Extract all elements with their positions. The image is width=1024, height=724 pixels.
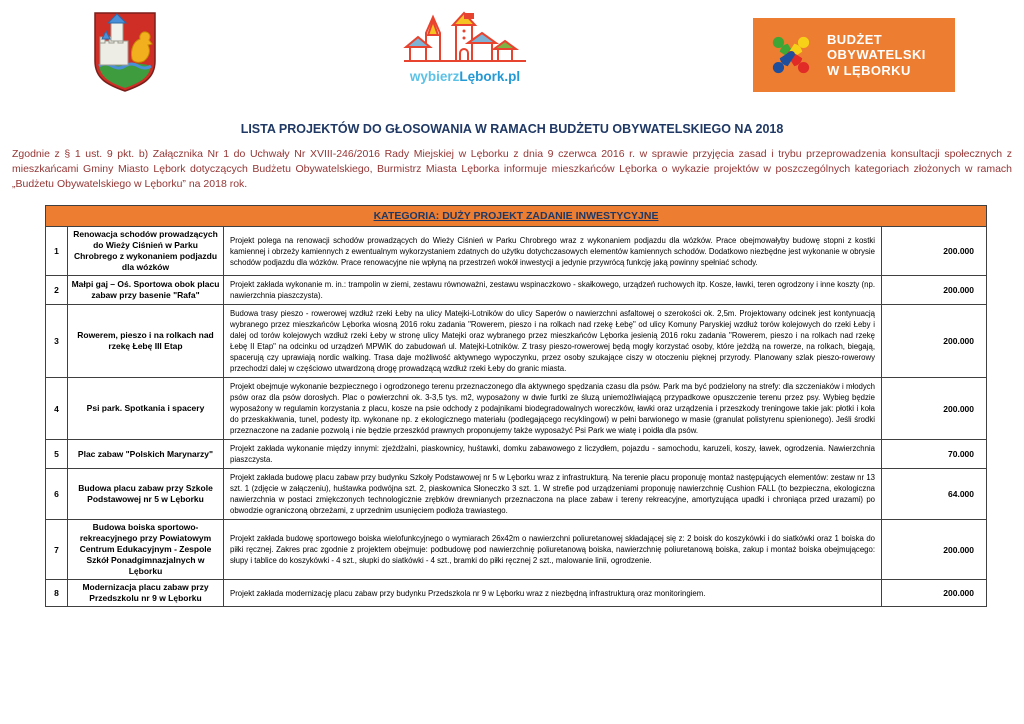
table-row (46, 227, 987, 276)
project-number: 7 (46, 520, 68, 580)
project-description: Projekt zakłada modernizację placu zabaw przy budynku Przedszkola nr 9 w Lęborku wraz z niezbędną infrastrukturą oraz monitoringiem. (224, 580, 882, 607)
budget-logo-line: OBYWATELSKI (827, 47, 926, 63)
table-row (46, 520, 987, 580)
project-name: Budowa boiska sportowo-rekreacyjnego przy Powiatowym Centrum Edukacyjnym - Zespole Szkół Ponadgimnazjalnych w Lęborku (68, 520, 224, 580)
table-row (46, 305, 987, 378)
project-amount: 70.000 (882, 440, 987, 469)
table-row (46, 440, 987, 469)
wybierz-lebork-logo (398, 5, 532, 84)
portal-text-bold: Lębork.pl (459, 69, 521, 84)
project-description: Budowa trasy pieszo - rowerowej wzdłuż rzeki Łeby na ulicy Matejki-Lotników do ulicy Saperów o nawierzchni asfaltowej o szerokości ok. 2,5m. Projektowany odcinek jest kontynuacją wybranego przez mieszkańców Lęborka wiosną 2016 roku zadania "Rowerem, pieszo i na rolkach nad rzekę Łebę" od ulicy Komuny Paryskiej wzdłuż torów kolejowych do rzeki Łeby i dalej od torów kolejowych wzdłuż rzeki Łeby w stronę ulicy Matejki oraz wybranego przez mieszkańców Lęborka jesienią 2016 roku zadania "Rowerem, pieszo i na rolkach nad rzekę Łebę II Etap" na odcinku od urządzeń MPWiK do zabudowań ul. Matejki-Lotników. Z trasy pieszo-rowerowej będą mogły korzystać osoby, które jeżdżą na rowerze, na rolkach, biegają, spacerują czy uprawiają nordic walking. Trasa daje możliwość aktywnego wypoczynku, przez osoby szukające ciszy w otoczeniu pięknej przyrody. Planowany szlak pieszo-rowerowy przechodzi dalej w częściowo utwardzoną drogę prowadzącą wzdłuż rzeki Łeby do granic miasta. (224, 305, 882, 378)
project-amount: 200.000 (882, 520, 987, 580)
category-header: KATEGORIA: DUŻY PROJEKT ZADANIE INWESTYCYJNE (46, 206, 987, 227)
budzet-obywatelski-logo (753, 18, 955, 92)
project-amount: 200.000 (882, 580, 987, 607)
project-amount: 64.000 (882, 469, 987, 520)
budget-logo-line: BUDŻET (827, 31, 883, 47)
project-amount: 200.000 (882, 378, 987, 440)
page-title: LISTA PROJEKTÓW DO GŁOSOWANIA W RAMACH BUDŻETU OBYWATELSKIEGO NA 2018 (240, 122, 784, 136)
project-number: 4 (46, 378, 68, 440)
project-description: Projekt zakłada wykonanie między innymi: zjeżdżalni, piaskownicy, huśtawki, domku zabawowego z liczydłem, pojazdu - samochodu, karuzeli, koszy, ławek, ogrodzenia. Nawierzchnia piaszczysta. (224, 440, 882, 469)
project-number: 1 (46, 227, 68, 276)
project-description: Projekt zakłada wykonanie m. in.: trampolin w ziemi, zestawu równoważni, zestawu wspinaczkowo - skałkowego, urządzeń ruchowych itp. Kosze, ławki, teren ogrodzony i inne koszty (np. nawierzchnia piaszczysta). (224, 276, 882, 305)
project-amount: 200.000 (882, 227, 987, 276)
projects-table-container (45, 205, 1024, 607)
table-row (46, 276, 987, 305)
project-name: Małpi gaj – Oś. Sportowa obok placu zabaw przy basenie "Rafa" (68, 276, 224, 305)
intro-paragraph: Zgodnie z § 1 ust. 9 pkt. b) Załącznika Nr 1 do Uchwały Nr XVIII-246/2016 Rady Miejskiej w Lęborku z dnia 9 czerwca 2016 r. w sprawie przyjęcia zasad i trybu przeprowadzenia konsultacji społecznych z mieszkańcami Gminy Miasto Lębork dotyczących Budżetu Obywatelskiego, Burmistrz Miasta Lęborka informuje mieszkańców Lęborka o wykazie projektów w poszczególnych kategoriach złożonych w ramach „Budżetu Obywatelskiego w Lęborku” na 2018 rok. (12, 148, 1012, 190)
project-number: 8 (46, 580, 68, 607)
table-row (46, 378, 987, 440)
portal-text-light: wybierz (409, 69, 460, 84)
project-amount: 200.000 (882, 305, 987, 378)
budget-logo-text (827, 32, 926, 79)
table-row (46, 469, 987, 520)
budget-logo-line: W LĘBORKU (827, 62, 911, 78)
project-amount: 200.000 (882, 276, 987, 305)
project-number: 5 (46, 440, 68, 469)
projects-table (45, 205, 987, 607)
project-number: 2 (46, 276, 68, 305)
lebork-coat-of-arms-icon (92, 11, 158, 98)
project-name: Rowerem, pieszo i na rolkach nad rzekę Łebę III Etap (68, 305, 224, 378)
project-name: Plac zabaw "Polskich Marynarzy" (68, 440, 224, 469)
project-name: Budowa placu zabaw przy Szkole Podstawowej nr 5 w Lęborku (68, 469, 224, 520)
town-illustration-icon (402, 5, 528, 67)
portal-logo-text (398, 69, 532, 84)
table-row (46, 580, 987, 607)
project-name: Psi park. Spotkania i spacery (68, 378, 224, 440)
people-pinwheel-icon (763, 27, 819, 83)
project-description: Projekt obejmuje wykonanie bezpiecznego i ogrodzonego terenu przeznaczonego dla aktywnego spędzania czasu dla psów. Park ma być podzielony na strefy: dla szczeniaków i młodych psów oraz dla psów dorosłych. Plac o powierzchni ok. 3-3,5 tys. m2, wyposażony w dwie furtki ze śluzą uniemożliwiającą przypadkowe opuszczenie terenu przez psy. Wybieg będzie wyposażony w regulamin korzystania z placu, kosze na psie odchody z podajnikami biodegradowalnych woreczków, ławki oraz urządzenia i przeszkody treningowe takie jak: płotki i koła do przeskakiwania, tunel, podesty itp. wykonane np. z ekologicznego materiału (podlegającego recyklingowi) w pełni barwionego w masie (granulat polistyrenu spienionego). Jeśli środki przeznaczone na zadanie pozwolą i nie będzie przeszkód prawnych proponujemy także wyposażyć Psi Park we wiatę i poidła dla psów. (224, 378, 882, 440)
table-body (46, 206, 987, 607)
project-description: Projekt zakłada budowę sportowego boiska wielofunkcyjnego o wymiarach 26x42m o nawierzchni poliuretanowej składającej się z: 2 boisk do koszykówki i do siatkówki oraz 1 boiska do piłki ręcznej. Zakres prac zgodnie z projektem obejmuje: podbudowę pod nawierzchnię poliuretanową boiska, nawierzchnię poliuretanową boiska, zakup i montaż boiska obejmującego: słupy i tablice do koszykówki - 4 szt., słupki do siatkówki - 4 szt., bramki do piłki ręcznej 2 szt., malowanie linii, ogrodzenie. (224, 520, 882, 580)
category-header-row (46, 206, 987, 227)
project-number: 6 (46, 469, 68, 520)
project-description: Projekt polega na renowacji schodów prowadzących do Wieży Ciśnień w Parku Chrobrego wraz z wykonaniem podjazdu dla wózków. Prace obejmowałyby budowę stopni z kostki kamiennej i obrzeży kamiennych z ewentualnym wykorzystaniem zdatnych do użytku dotychczasowych elementów kamiennych schodów. Dodatkowo niezbędne jest wykonanie w obrysie schodów podjazdu dla wózków. Prace renowacyjne nie wpłyną na przestrzeń wokół inwestycji a jedynie przywrócą funkcję jaką powinny spełniać schody. (224, 227, 882, 276)
project-description: Projekt zakłada budowę placu zabaw przy budynku Szkoły Podstawowej nr 5 w Lęborku wraz z infrastrukturą. Na terenie placu proponuję montaż następujących elementów: zestaw nr 13 szt. 1 (zdjęcie w załączeniu), huśtawka podwójna szt. 2, piaskownica Słoneczko 3 szt. 1. W strefie pod urządzeniami proponuję nawierzchnię Cushion FALL (to bezpieczna, ekologiczna nawierzchnia w postaci zmiękczonych technologicznie zrębków drewnianych przeznaczona na place zabaw i tereny rekreacyjne, amortyzująca upadki i chroniąca przed urazami) po obwodzie ograniczoną obrzeżami, z uprzednim usunięciem podłoża trawiastego. (224, 469, 882, 520)
project-number: 3 (46, 305, 68, 378)
document-header (0, 0, 1024, 102)
project-name: Renowacja schodów prowadzących do Wieży Ciśnień w Parku Chrobrego z wykonaniem podjazdu dla wózków (68, 227, 224, 276)
project-name: Modernizacja placu zabaw przy Przedszkolu nr 9 w Lęborku (68, 580, 224, 607)
